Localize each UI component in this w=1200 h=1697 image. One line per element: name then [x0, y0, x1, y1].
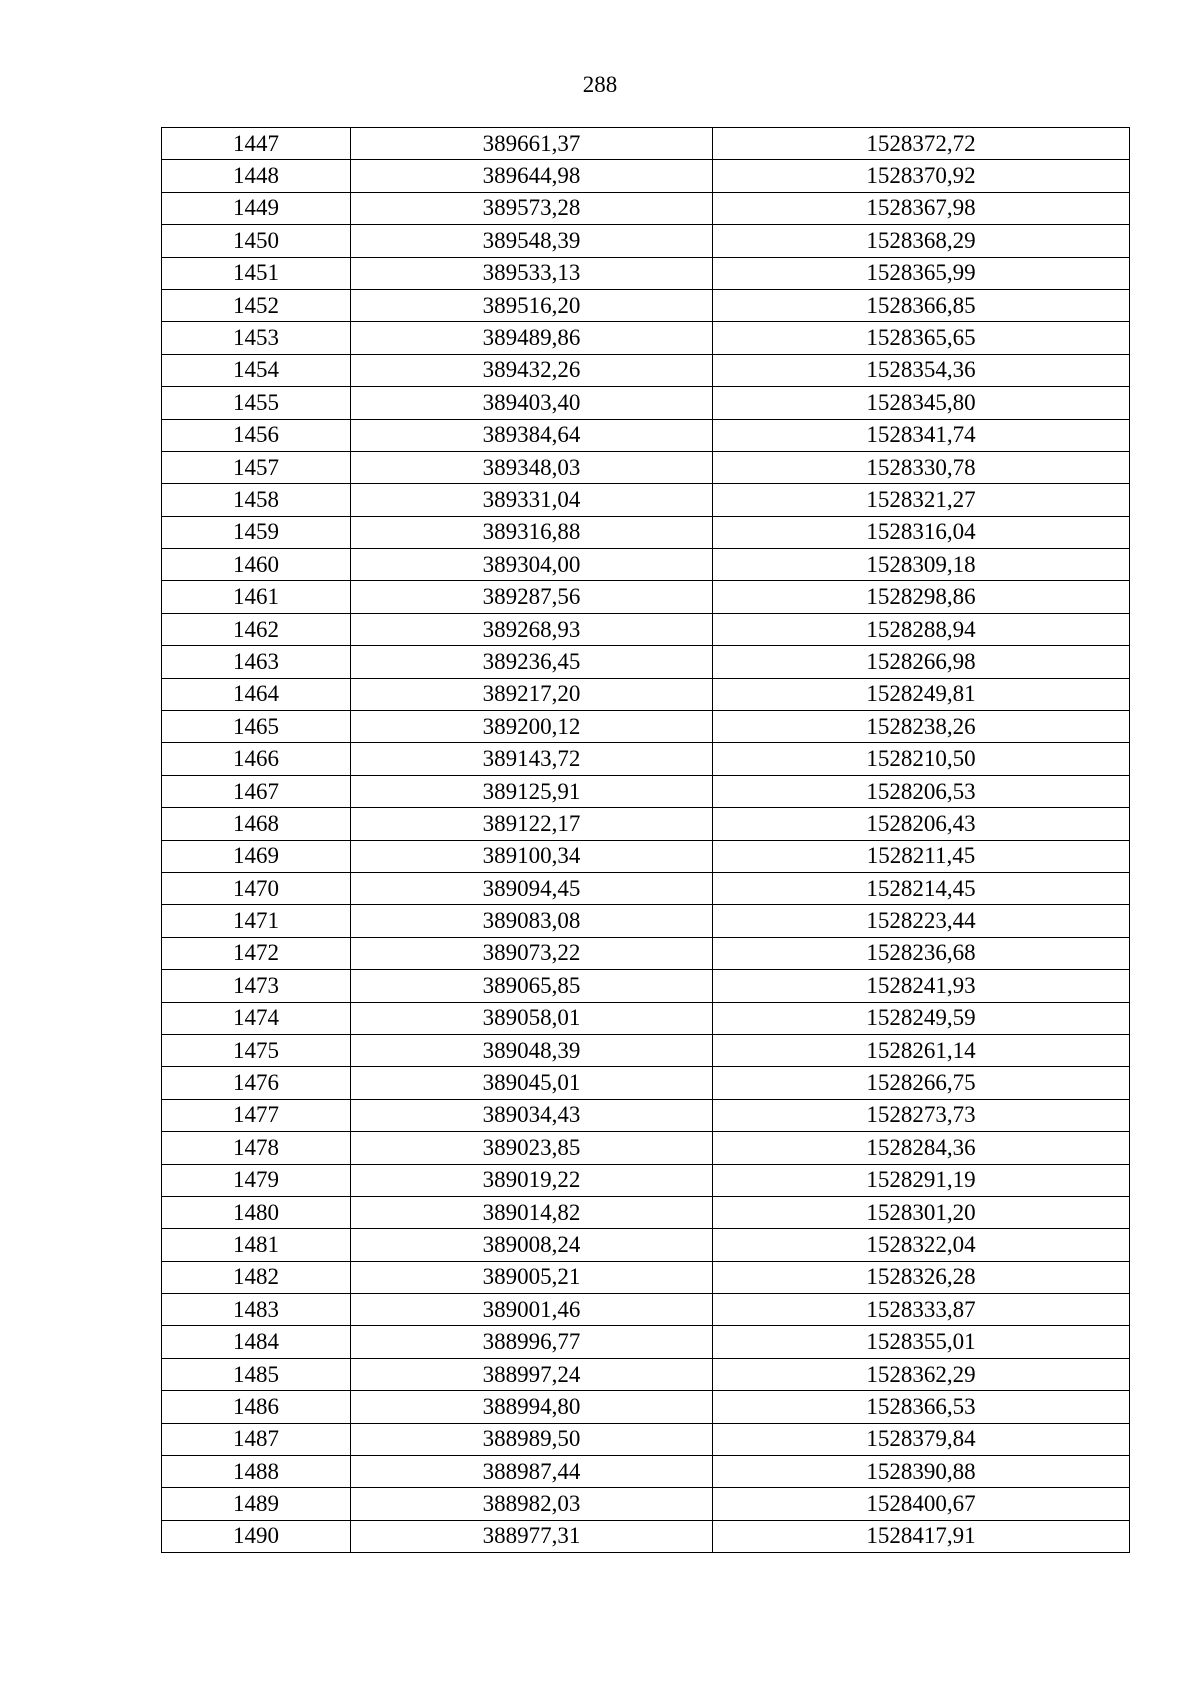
y-coordinate-cell: 1528211,45: [713, 840, 1130, 872]
y-coordinate-cell: 1528322,04: [713, 1229, 1130, 1261]
y-coordinate-cell: 1528316,04: [713, 516, 1130, 548]
table-row: [162, 354, 1130, 386]
point-number-cell: 1461: [162, 581, 351, 613]
x-coordinate-cell: 389005,21: [351, 1261, 713, 1293]
point-number-cell: 1490: [162, 1520, 351, 1552]
x-coordinate-cell: 389034,43: [351, 1099, 713, 1131]
point-number-cell: 1482: [162, 1261, 351, 1293]
x-coordinate-cell: 389001,46: [351, 1294, 713, 1326]
point-number-cell: 1483: [162, 1294, 351, 1326]
point-number-cell: 1474: [162, 1002, 351, 1034]
y-coordinate-cell: 1528236,68: [713, 937, 1130, 969]
table-row: [162, 225, 1130, 257]
point-number-cell: 1460: [162, 549, 351, 581]
table-row: [162, 192, 1130, 224]
y-coordinate-cell: 1528370,92: [713, 160, 1130, 192]
x-coordinate-cell: 389094,45: [351, 872, 713, 904]
y-coordinate-cell: 1528368,29: [713, 225, 1130, 257]
y-coordinate-cell: 1528354,36: [713, 354, 1130, 386]
x-coordinate-cell: 389533,13: [351, 257, 713, 289]
table-row: [162, 1132, 1130, 1164]
table-row: [162, 322, 1130, 354]
table-row: [162, 646, 1130, 678]
table-row: [162, 419, 1130, 451]
y-coordinate-cell: 1528261,14: [713, 1034, 1130, 1066]
point-number-cell: 1464: [162, 678, 351, 710]
x-coordinate-cell: 389403,40: [351, 387, 713, 419]
point-number-cell: 1454: [162, 354, 351, 386]
point-number-cell: 1475: [162, 1034, 351, 1066]
point-number-cell: 1448: [162, 160, 351, 192]
x-coordinate-cell: 389100,34: [351, 840, 713, 872]
table-row: [162, 1520, 1130, 1552]
x-coordinate-cell: 389023,85: [351, 1132, 713, 1164]
table-row: [162, 970, 1130, 1002]
table-row: [162, 387, 1130, 419]
table-row: [162, 1067, 1130, 1099]
point-number-cell: 1449: [162, 192, 351, 224]
point-number-cell: 1480: [162, 1196, 351, 1228]
y-coordinate-cell: 1528291,19: [713, 1164, 1130, 1196]
y-coordinate-cell: 1528355,01: [713, 1326, 1130, 1358]
point-number-cell: 1471: [162, 905, 351, 937]
y-coordinate-cell: 1528214,45: [713, 872, 1130, 904]
x-coordinate-cell: 388994,80: [351, 1391, 713, 1423]
point-number-cell: 1468: [162, 808, 351, 840]
y-coordinate-cell: 1528326,28: [713, 1261, 1130, 1293]
x-coordinate-cell: 389516,20: [351, 289, 713, 321]
table-row: [162, 937, 1130, 969]
x-coordinate-cell: 388987,44: [351, 1456, 713, 1488]
point-number-cell: 1458: [162, 484, 351, 516]
x-coordinate-cell: 389661,37: [351, 128, 713, 160]
y-coordinate-cell: 1528266,98: [713, 646, 1130, 678]
table-row: [162, 581, 1130, 613]
point-number-cell: 1470: [162, 872, 351, 904]
y-coordinate-cell: 1528417,91: [713, 1520, 1130, 1552]
x-coordinate-cell: 388997,24: [351, 1358, 713, 1390]
x-coordinate-cell: 389065,85: [351, 970, 713, 1002]
table-row: [162, 1488, 1130, 1520]
x-coordinate-cell: 389489,86: [351, 322, 713, 354]
x-coordinate-cell: 389236,45: [351, 646, 713, 678]
x-coordinate-cell: 389432,26: [351, 354, 713, 386]
table-row: [162, 775, 1130, 807]
point-number-cell: 1488: [162, 1456, 351, 1488]
x-coordinate-cell: 389125,91: [351, 775, 713, 807]
x-coordinate-cell: 389058,01: [351, 1002, 713, 1034]
point-number-cell: 1486: [162, 1391, 351, 1423]
y-coordinate-cell: 1528284,36: [713, 1132, 1130, 1164]
point-number-cell: 1469: [162, 840, 351, 872]
y-coordinate-cell: 1528210,50: [713, 743, 1130, 775]
point-number-cell: 1487: [162, 1423, 351, 1455]
y-coordinate-cell: 1528365,99: [713, 257, 1130, 289]
point-number-cell: 1489: [162, 1488, 351, 1520]
table-row: [162, 808, 1130, 840]
y-coordinate-cell: 1528238,26: [713, 711, 1130, 743]
x-coordinate-cell: 389573,28: [351, 192, 713, 224]
y-coordinate-cell: 1528266,75: [713, 1067, 1130, 1099]
y-coordinate-cell: 1528345,80: [713, 387, 1130, 419]
y-coordinate-cell: 1528273,73: [713, 1099, 1130, 1131]
table-row: [162, 1229, 1130, 1261]
y-coordinate-cell: 1528333,87: [713, 1294, 1130, 1326]
point-number-cell: 1476: [162, 1067, 351, 1099]
y-coordinate-cell: 1528249,59: [713, 1002, 1130, 1034]
point-number-cell: 1473: [162, 970, 351, 1002]
page-number: 288: [582, 72, 618, 97]
table-row: [162, 905, 1130, 937]
point-number-cell: 1462: [162, 613, 351, 645]
y-coordinate-cell: 1528288,94: [713, 613, 1130, 645]
table-row: [162, 872, 1130, 904]
point-number-cell: 1450: [162, 225, 351, 257]
table-row: [162, 549, 1130, 581]
table-row: [162, 1099, 1130, 1131]
table-row: [162, 840, 1130, 872]
point-number-cell: 1451: [162, 257, 351, 289]
x-coordinate-cell: 389548,39: [351, 225, 713, 257]
y-coordinate-cell: 1528249,81: [713, 678, 1130, 710]
x-coordinate-cell: 389073,22: [351, 937, 713, 969]
y-coordinate-cell: 1528390,88: [713, 1456, 1130, 1488]
x-coordinate-cell: 389045,01: [351, 1067, 713, 1099]
y-coordinate-cell: 1528372,72: [713, 128, 1130, 160]
table-row: [162, 1423, 1130, 1455]
y-coordinate-cell: 1528366,53: [713, 1391, 1130, 1423]
y-coordinate-cell: 1528241,93: [713, 970, 1130, 1002]
table-row: [162, 257, 1130, 289]
x-coordinate-cell: 389316,88: [351, 516, 713, 548]
table-row: [162, 1391, 1130, 1423]
y-coordinate-cell: 1528341,74: [713, 419, 1130, 451]
point-number-cell: 1457: [162, 451, 351, 483]
table-row: [162, 1002, 1130, 1034]
table-row: [162, 484, 1130, 516]
y-coordinate-cell: 1528301,20: [713, 1196, 1130, 1228]
x-coordinate-cell: 389287,56: [351, 581, 713, 613]
point-number-cell: 1481: [162, 1229, 351, 1261]
x-coordinate-cell: 389268,93: [351, 613, 713, 645]
point-number-cell: 1455: [162, 387, 351, 419]
table-row: [162, 1164, 1130, 1196]
point-number-cell: 1477: [162, 1099, 351, 1131]
x-coordinate-cell: 388982,03: [351, 1488, 713, 1520]
point-number-cell: 1452: [162, 289, 351, 321]
y-coordinate-cell: 1528330,78: [713, 451, 1130, 483]
table-row: [162, 613, 1130, 645]
table-row: [162, 1358, 1130, 1390]
x-coordinate-cell: 389014,82: [351, 1196, 713, 1228]
x-coordinate-cell: 389348,03: [351, 451, 713, 483]
table-row: [162, 160, 1130, 192]
y-coordinate-cell: 1528362,29: [713, 1358, 1130, 1390]
y-coordinate-cell: 1528206,53: [713, 775, 1130, 807]
table-row: [162, 1456, 1130, 1488]
point-number-cell: 1467: [162, 775, 351, 807]
y-coordinate-cell: 1528367,98: [713, 192, 1130, 224]
point-number-cell: 1465: [162, 711, 351, 743]
table-row: [162, 451, 1130, 483]
y-coordinate-cell: 1528400,67: [713, 1488, 1130, 1520]
y-coordinate-cell: 1528309,18: [713, 549, 1130, 581]
x-coordinate-cell: 389048,39: [351, 1034, 713, 1066]
x-coordinate-cell: 389644,98: [351, 160, 713, 192]
y-coordinate-cell: 1528223,44: [713, 905, 1130, 937]
table-row: [162, 128, 1130, 160]
y-coordinate-cell: 1528206,43: [713, 808, 1130, 840]
point-number-cell: 1479: [162, 1164, 351, 1196]
table-body: [162, 128, 1130, 1553]
coordinates-table: [161, 127, 1130, 1553]
table-row: [162, 743, 1130, 775]
table-row: [162, 1261, 1130, 1293]
table-row: [162, 1294, 1130, 1326]
x-coordinate-cell: 389200,12: [351, 711, 713, 743]
point-number-cell: 1459: [162, 516, 351, 548]
x-coordinate-cell: 388977,31: [351, 1520, 713, 1552]
y-coordinate-cell: 1528298,86: [713, 581, 1130, 613]
point-number-cell: 1478: [162, 1132, 351, 1164]
x-coordinate-cell: 388996,77: [351, 1326, 713, 1358]
point-number-cell: 1485: [162, 1358, 351, 1390]
table-row: [162, 1196, 1130, 1228]
x-coordinate-cell: 389122,17: [351, 808, 713, 840]
point-number-cell: 1463: [162, 646, 351, 678]
x-coordinate-cell: 389304,00: [351, 549, 713, 581]
x-coordinate-cell: 388989,50: [351, 1423, 713, 1455]
x-coordinate-cell: 389384,64: [351, 419, 713, 451]
point-number-cell: 1466: [162, 743, 351, 775]
point-number-cell: 1453: [162, 322, 351, 354]
x-coordinate-cell: 389019,22: [351, 1164, 713, 1196]
table-row: [162, 711, 1130, 743]
x-coordinate-cell: 389143,72: [351, 743, 713, 775]
y-coordinate-cell: 1528366,85: [713, 289, 1130, 321]
table-row: [162, 1326, 1130, 1358]
x-coordinate-cell: 389008,24: [351, 1229, 713, 1261]
table-row: [162, 678, 1130, 710]
x-coordinate-cell: 389217,20: [351, 678, 713, 710]
table-row: [162, 516, 1130, 548]
table-row: [162, 1034, 1130, 1066]
y-coordinate-cell: 1528379,84: [713, 1423, 1130, 1455]
point-number-cell: 1456: [162, 419, 351, 451]
point-number-cell: 1484: [162, 1326, 351, 1358]
point-number-cell: 1447: [162, 128, 351, 160]
table-row: [162, 289, 1130, 321]
x-coordinate-cell: 389083,08: [351, 905, 713, 937]
x-coordinate-cell: 389331,04: [351, 484, 713, 516]
y-coordinate-cell: 1528321,27: [713, 484, 1130, 516]
y-coordinate-cell: 1528365,65: [713, 322, 1130, 354]
point-number-cell: 1472: [162, 937, 351, 969]
